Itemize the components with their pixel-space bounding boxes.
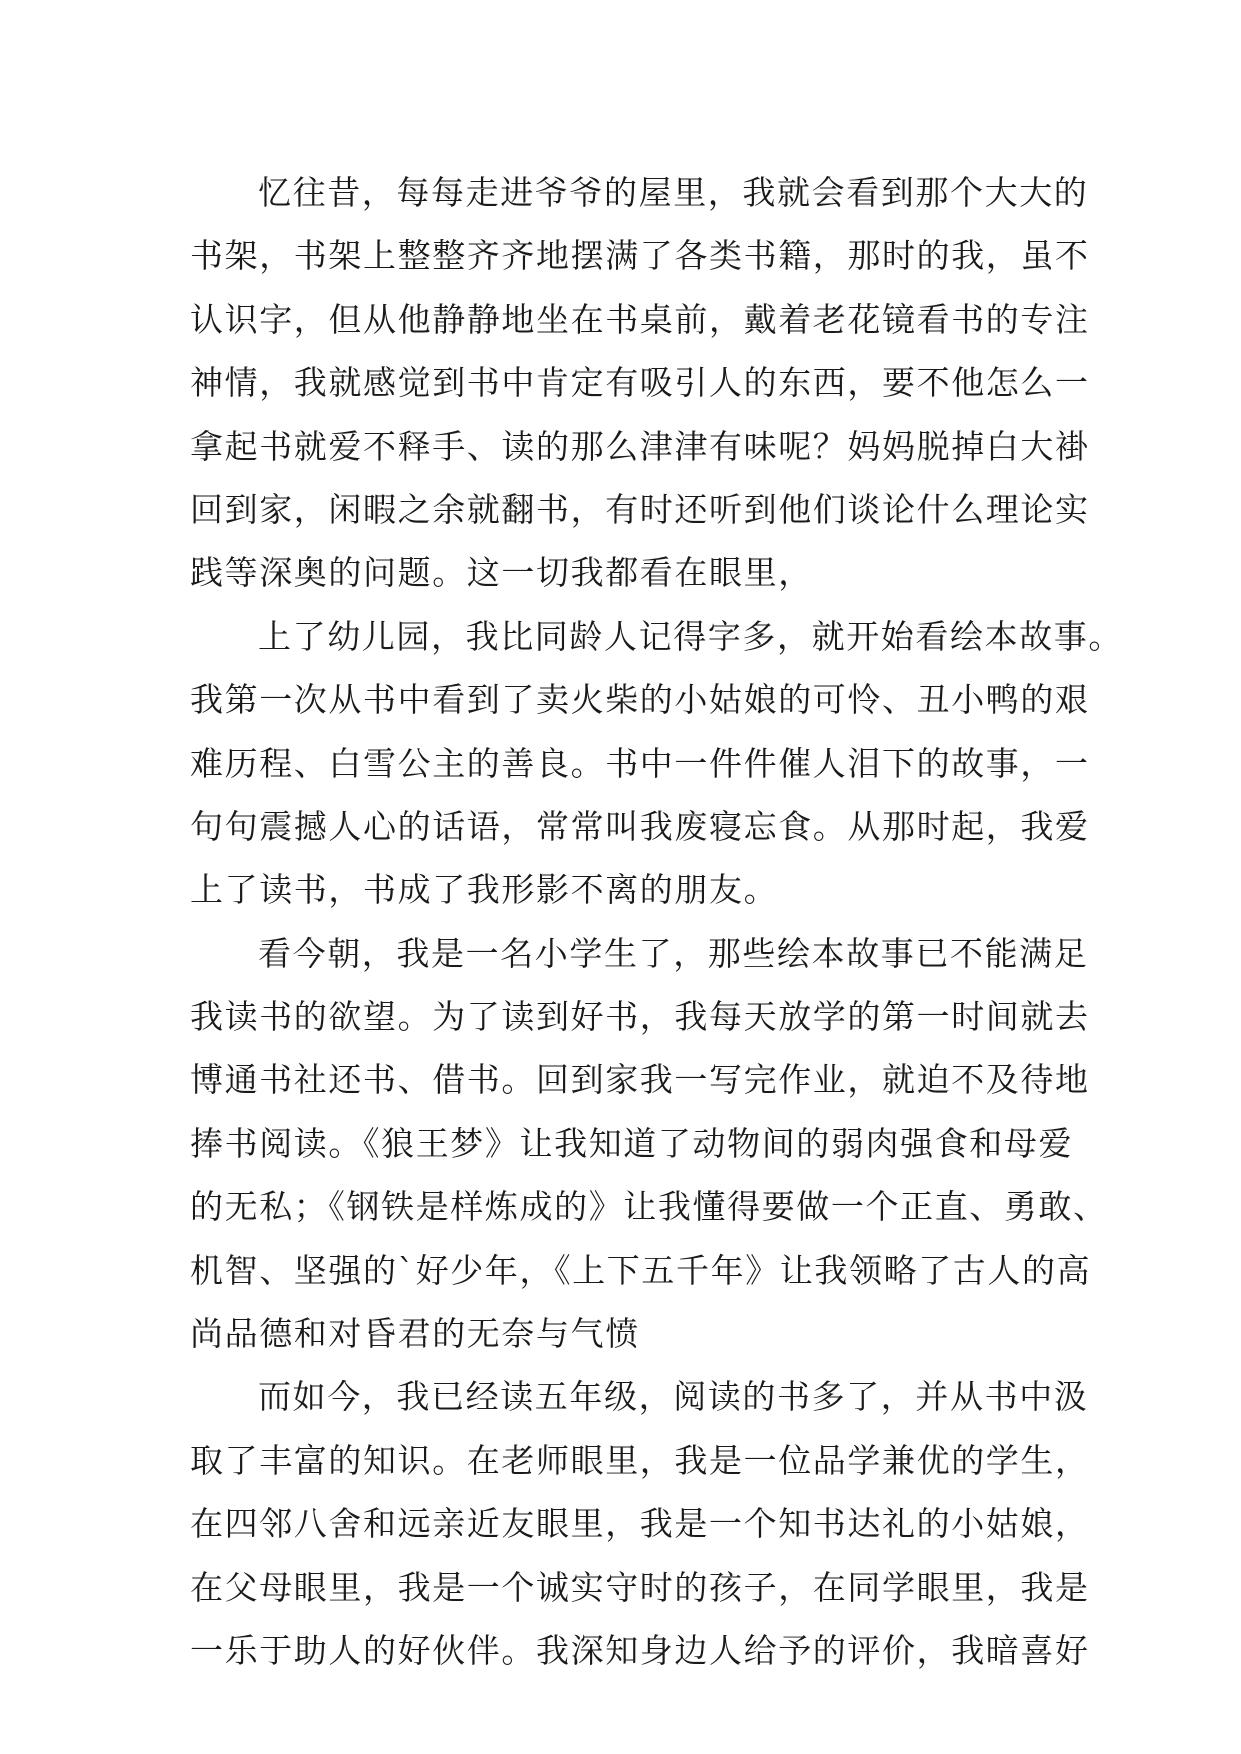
paragraph-2 — [190, 605, 1123, 922]
text-line: 上了幼儿园，我比同龄人记得字多，就开始看绘本故事。 — [258, 616, 1123, 656]
text-line: 书架，书架上整整齐齐地摆满了各类书籍，那时的我，虽不 — [190, 236, 1090, 276]
text-line: 一乐于助人的好伙伴。我深知身边人给予的评价，我暗喜好 — [190, 1630, 1090, 1670]
text-line: 认识字，但从他静静地坐在书桌前，戴着老花镜看书的专注 — [190, 299, 1090, 339]
text-line: 在四邻八舍和远亲近友眼里，我是一个知书达礼的小姑娘， — [190, 1504, 1090, 1544]
text-line: 而如今，我已经读五年级，阅读的书多了，并从书中汲 — [258, 1377, 1089, 1417]
text-line: 我第一次从书中看到了卖火柴的小姑娘的可怜、丑小鸭的艰 — [190, 680, 1090, 720]
text-line: 回到家，闲暇之余就翻书，有时还听到他们谈论什么理论实 — [190, 489, 1090, 529]
text-line: 拿起书就爱不释手、读的那么津津有味呢？妈妈脱掉白大褂 — [190, 426, 1090, 466]
text-line: 神情，我就感觉到书中肯定有吸引人的东西，要不他怎么一 — [190, 363, 1090, 403]
paragraph-1 — [190, 161, 1090, 605]
text-line: 捧书阅读。《狼王梦》让我知道了动物间的弱肉强食和母爱 — [190, 1123, 1074, 1163]
text-line: 句句震撼人心的话语，常常叫我废寝忘食。从那时起，我爱 — [190, 806, 1090, 846]
essay-body — [190, 161, 1123, 1682]
text-line: 尚品德和对昏君的无奈与气愤 — [190, 1314, 640, 1354]
text-line: 难历程、白雪公主的善良。书中一件件催人泪下的故事，一 — [190, 743, 1090, 783]
text-line: 机智、坚强的`好少年，《上下五千年》让我领略了古人的高 — [190, 1250, 1092, 1290]
text-line: 取了丰富的知识。在老师眼里，我是一位品学兼优的学生， — [190, 1440, 1090, 1480]
text-line: 的无私；《钢铁是样炼成的》让我懂得要做一个正直、勇敢、 — [190, 1187, 1108, 1227]
text-line: 忆往昔，每每走进爷爷的屋里，我就会看到那个大大的 — [258, 173, 1089, 212]
text-line: 上了读书，书成了我形影不离的朋友。 — [190, 870, 779, 910]
text-line: 践等深奥的问题。这一切我都看在眼里， — [190, 553, 813, 593]
paragraph-4 — [190, 1365, 1090, 1682]
text-line: 我读书的欲望。为了读到好书，我每天放学的第一时间就去 — [190, 997, 1090, 1037]
paragraph-3 — [190, 922, 1108, 1366]
text-line: 看今朝，我是一名小学生了，那些绘本故事已不能满足 — [258, 933, 1089, 973]
text-line: 博通书社还书、借书。回到家我一写完作业，就迫不及待地 — [190, 1060, 1090, 1100]
text-line: 在父母眼里，我是一个诚实守时的孩子，在同学眼里，我是 — [190, 1567, 1090, 1607]
